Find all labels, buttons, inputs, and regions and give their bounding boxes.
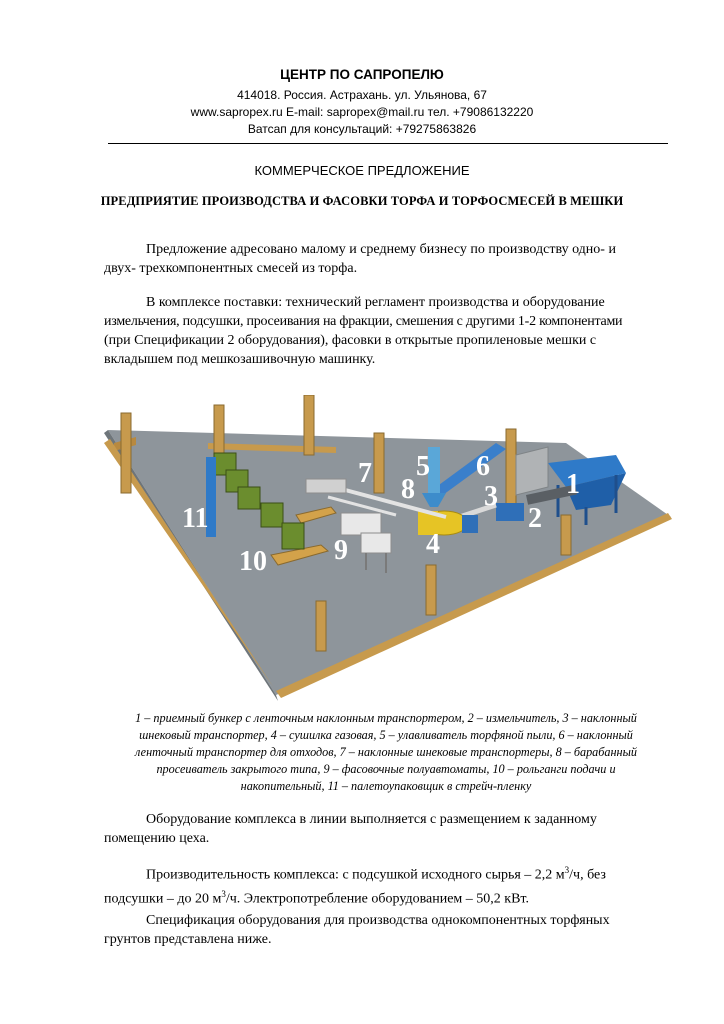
figure-label: 10 xyxy=(239,546,267,577)
caption-line: ленточный транспортер для отходов, 7 – наклонные шнековые транспортеры, 8 – барабанный xyxy=(135,745,637,759)
org-whatsapp: Ватсап для консультаций: +79275863826 xyxy=(247,122,477,136)
figure-label: 2 xyxy=(528,503,542,534)
packing-machine xyxy=(341,513,381,535)
figure-label: 7 xyxy=(358,458,372,489)
spec-note-paragraph xyxy=(104,911,664,949)
org-title: ЦЕНТР ПО САПРОПЕЛЮ xyxy=(280,67,444,82)
unit-exponent: 3 xyxy=(564,865,570,875)
figure-label: 9 xyxy=(334,535,348,566)
plant-layout-figure xyxy=(96,395,676,705)
column xyxy=(121,413,131,493)
figure-label: 8 xyxy=(401,474,415,505)
performance-text: Производительность комплекса: с подсушкой исходного сырья – 2,2 м xyxy=(146,867,565,883)
spec-note-line: Спецификация оборудования для производства однокомпонентных торфяных xyxy=(146,913,610,928)
performance-line xyxy=(104,861,664,885)
figure-label: 5 xyxy=(416,451,430,482)
unit-exponent: 3 xyxy=(221,888,226,899)
placement-paragraph xyxy=(104,810,664,848)
delivery-paragraph xyxy=(104,293,664,369)
document-type: КОММЕРЧЕСКОЕ ПРЕДЛОЖЕНИЕ xyxy=(254,163,470,178)
placement-line: Оборудование комплекса в линии выполняется с размещением к заданному xyxy=(146,812,597,827)
shredder xyxy=(496,503,524,521)
performance-text: подсушки – до 20 м xyxy=(104,891,222,907)
packing-machine xyxy=(361,533,391,553)
header-divider xyxy=(108,143,668,144)
column xyxy=(506,429,516,509)
column xyxy=(316,601,326,651)
org-contacts: www.sapropex.ru E-mail: sapropex@mail.ru тел. +79086132220 xyxy=(190,105,534,119)
document-subtitle: ПРЕДПРИЯТИЕ ПРОИЗВОДСТВА И ФАСОВКИ ТОРФА И ТОРФОСМЕСЕЙ В МЕШКИ xyxy=(100,194,624,208)
performance-text: /ч. Электропотребление оборудованием – 50,2 кВт. xyxy=(225,891,529,907)
caption-line: накопительный, 11 – палетоупаковщик в стрейч-пленку xyxy=(240,779,532,793)
delivery-line: измельчения, подсушки, просеивания на фракции, смешения с другими 1-2 компонентами xyxy=(104,314,623,329)
figure-label: 3 xyxy=(484,481,498,512)
column xyxy=(426,565,436,615)
figure-label: 6 xyxy=(476,451,490,482)
figure-label: 1 xyxy=(566,469,580,500)
column xyxy=(374,433,384,493)
figure-label: 11 xyxy=(182,503,209,534)
performance-paragraph xyxy=(104,861,664,908)
column xyxy=(561,515,571,555)
performance-line xyxy=(104,885,664,909)
performance-text: /ч, без xyxy=(569,867,606,883)
caption-line: шнековый транспортер, 4 – сушилка газовая, 5 – улавливатель торфяной пыли, 6 – наклонный xyxy=(139,728,633,742)
placement-line: помещению цеха. xyxy=(104,831,210,846)
drum-sifter xyxy=(306,479,346,493)
figure-label: 4 xyxy=(426,529,440,560)
figure-caption xyxy=(96,710,676,795)
intro-line: Предложение адресовано малому и среднему бизнесу по производству одно- и xyxy=(146,242,616,257)
delivery-line: (при Спецификации 2 оборудования), фасовки в открытые пропиленовые мешки с xyxy=(104,333,597,348)
delivery-line: В комплексе поставки: технический регламент производства и оборудование xyxy=(146,295,605,310)
spec-note-line: грунтов представлена ниже. xyxy=(104,932,272,947)
caption-line: просеиватель закрытого типа, 9 – фасовочные полуавтоматы, 10 – рольганги подачи и xyxy=(156,762,616,776)
intro-paragraph xyxy=(104,240,664,278)
intro-line: двух- трехкомпонентных смесей из торфа. xyxy=(104,261,358,276)
org-address: 414018. Россия. Астрахань. ул. Ульянова, 67 xyxy=(237,88,487,102)
delivery-line: вкладышем под мешкозашивочную машинку. xyxy=(104,352,376,367)
column xyxy=(304,395,314,455)
caption-line: 1 – приемный бункер с ленточным наклонным транспортером, 2 – измельчитель, 3 – наклонный xyxy=(135,711,637,725)
